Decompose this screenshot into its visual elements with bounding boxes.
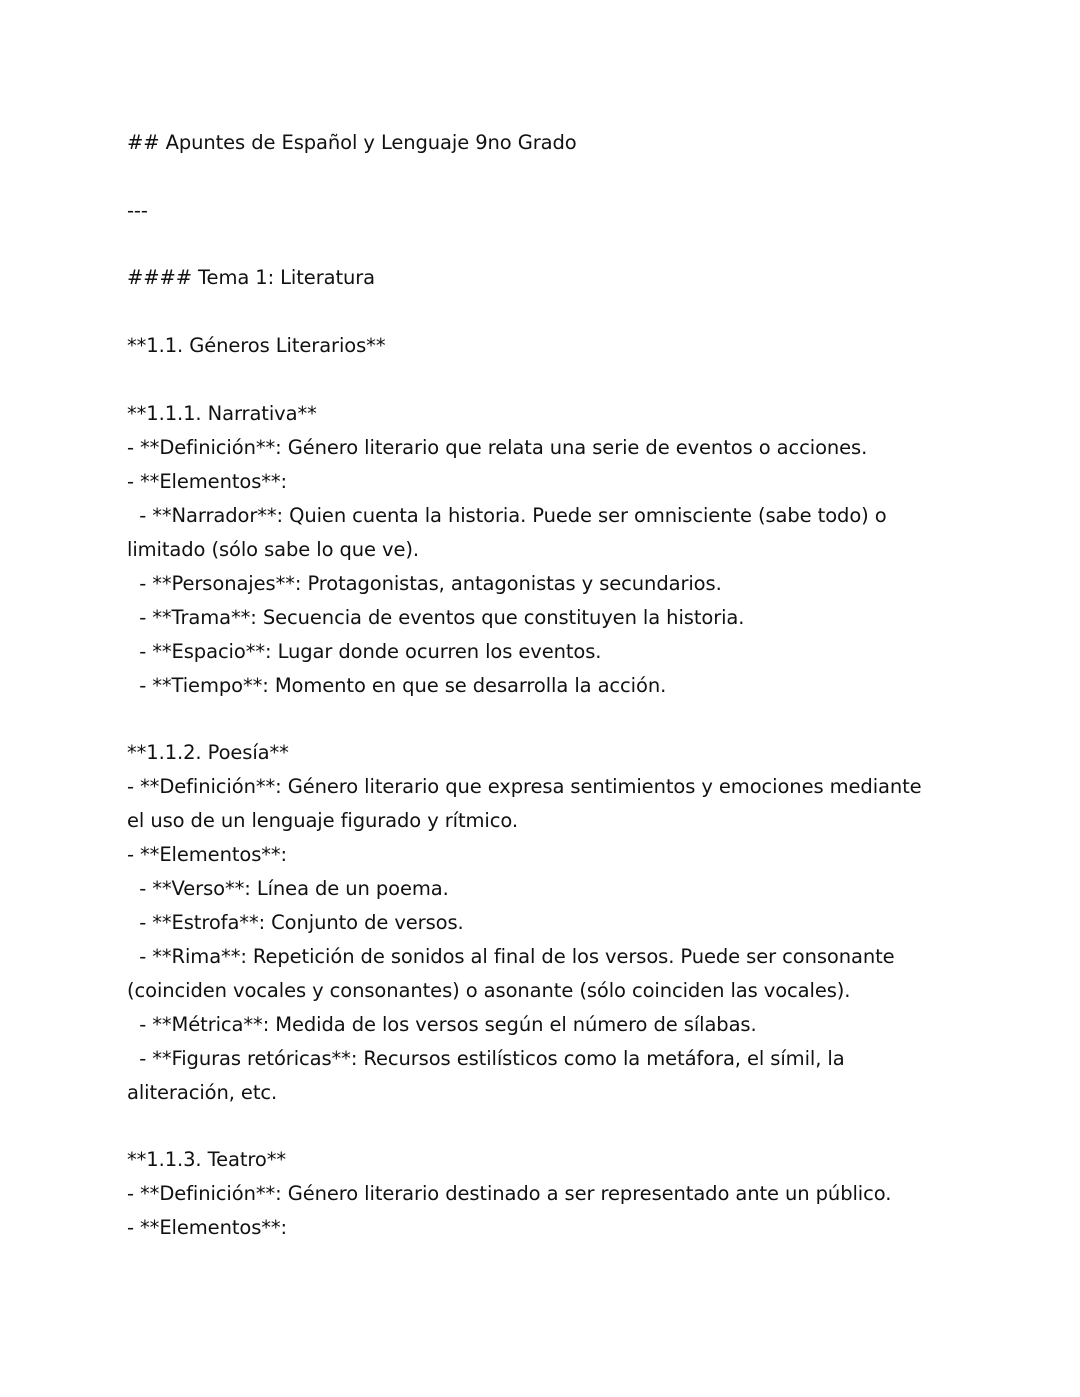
list-item: - **Elementos**: [127, 1216, 288, 1239]
list-item: - **Verso**: Línea de un poema. [127, 877, 449, 900]
list-item: - **Definición**: Género literario destinado a ser representado ante un público. [127, 1182, 892, 1205]
section-heading: **1.1. Géneros Literarios** [127, 334, 386, 357]
list-item-continuation: (coinciden vocales y consonantes) o asonante (sólo coinciden las vocales). [127, 979, 851, 1002]
list-item: - **Elementos**: [127, 843, 288, 866]
topic-heading: #### Tema 1: Literatura [127, 266, 376, 289]
list-item: - **Estrofa**: Conjunto de versos. [127, 911, 464, 934]
list-item: - **Elementos**: [127, 470, 288, 493]
list-item-continuation: limitado (sólo sabe lo que ve). [127, 538, 419, 561]
subsection-heading-poesia: **1.1.2. Poesía** [127, 741, 289, 764]
list-item: - **Tiempo**: Momento en que se desarrolla la acción. [127, 674, 667, 697]
subsection-heading-teatro: **1.1.3. Teatro** [127, 1148, 287, 1171]
list-item: - **Definición**: Género literario que relata una serie de eventos o acciones. [127, 436, 868, 459]
document-title: ## Apuntes de Español y Lenguaje 9no Grado [127, 131, 577, 154]
list-item: - **Personajes**: Protagonistas, antagonistas y secundarios. [127, 572, 722, 595]
list-item: - **Narrador**: Quien cuenta la historia. Puede ser omnisciente (sabe todo) o [127, 504, 887, 527]
list-item: - **Trama**: Secuencia de eventos que constituyen la historia. [127, 606, 745, 629]
horizontal-rule-text: --- [127, 199, 148, 222]
list-item: - **Espacio**: Lugar donde ocurren los eventos. [127, 640, 602, 663]
list-item: - **Definición**: Género literario que expresa sentimientos y emociones mediante [127, 775, 922, 798]
subsection-heading-narrativa: **1.1.1. Narrativa** [127, 402, 317, 425]
list-item: - **Rima**: Repetición de sonidos al final de los versos. Puede ser consonante [127, 945, 895, 968]
list-item-continuation: el uso de un lenguaje figurado y rítmico. [127, 809, 518, 832]
list-item: - **Figuras retóricas**: Recursos estilísticos como la metáfora, el símil, la [127, 1047, 845, 1070]
list-item-continuation: aliteración, etc. [127, 1081, 278, 1104]
list-item: - **Métrica**: Medida de los versos según el número de sílabas. [127, 1013, 757, 1036]
